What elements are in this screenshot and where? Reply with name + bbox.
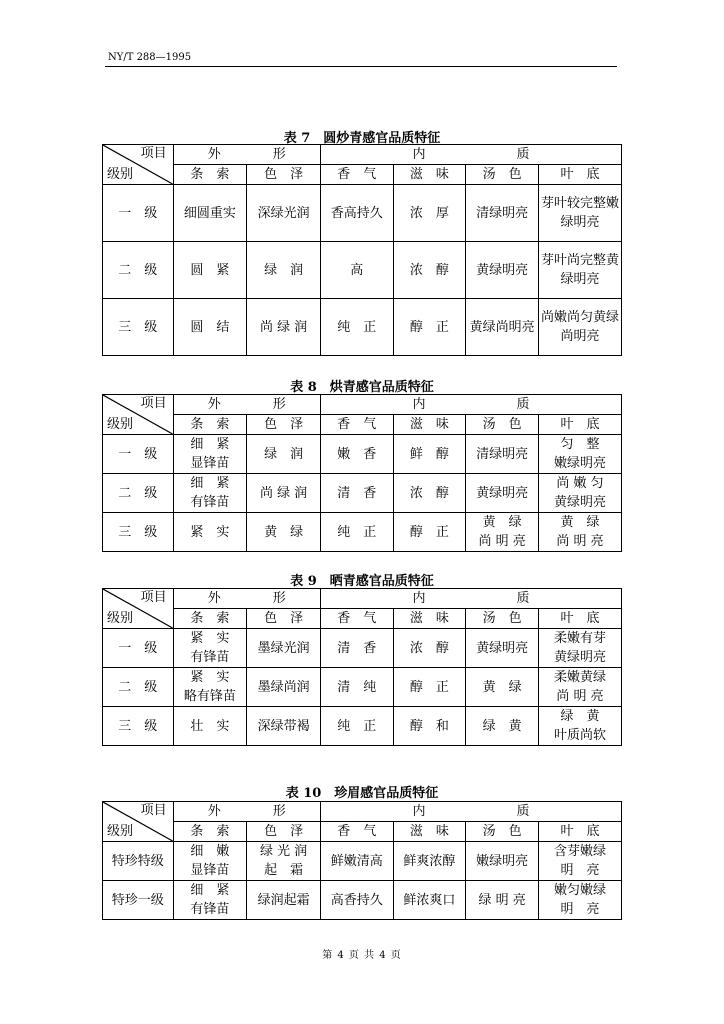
table-cell: 圆 紧: [173, 242, 247, 299]
intrinsic-header: 内 质: [320, 145, 621, 165]
document-code: NY/T 288—1995: [108, 52, 192, 63]
table-cell: 纯 正: [320, 513, 393, 552]
column-header: 香 气: [320, 165, 393, 185]
subheader-row: [103, 609, 622, 629]
table-cell: 浓 醇: [393, 242, 466, 299]
column-header: 香 气: [320, 609, 393, 629]
table-row: [103, 842, 622, 881]
appearance-header: 外 形: [173, 395, 320, 415]
table-cell: 清绿明亮: [466, 435, 539, 474]
table-cell: 清 香: [320, 629, 393, 668]
intrinsic-header: 内 质: [320, 589, 621, 609]
table-row: [103, 185, 622, 242]
table-cell: 紧 实: [173, 513, 247, 552]
item-label: 项目: [140, 146, 167, 161]
table-cell: 鲜嫩清高: [320, 842, 393, 881]
grade-label: 级别: [107, 167, 134, 182]
grade-label: 级别: [107, 611, 134, 626]
column-header: 香 气: [320, 822, 393, 842]
grade-cell: 二 级: [103, 474, 174, 513]
table-cell: 细圆重实: [173, 185, 247, 242]
table-cell: 尚 绿 润: [247, 474, 321, 513]
table-cell: 绿 黄 叶质尚软: [538, 707, 621, 746]
table-cell: 醇 正: [393, 299, 466, 356]
column-header: 叶 底: [538, 609, 621, 629]
table-cell: 细 嫩 显锋苗: [173, 842, 247, 881]
table-cell: 墨绿光润: [247, 629, 321, 668]
header-row: [103, 145, 622, 165]
grade-cell: 二 级: [103, 668, 174, 707]
grade-label: 级别: [107, 417, 134, 432]
table-caption: 表 10 珍眉感官品质特征: [285, 786, 439, 801]
table-cell: 黄 绿 尚 明 亮: [466, 513, 539, 552]
column-header: 滋 味: [393, 165, 466, 185]
table-row: [103, 629, 622, 668]
table-row: [103, 881, 622, 920]
grade-cell: 一 级: [103, 629, 174, 668]
table-cell: 尚嫩尚匀黄绿尚明亮: [538, 299, 621, 356]
table-cell: 圆 结: [173, 299, 247, 356]
grade-cell: 三 级: [103, 513, 174, 552]
table-cell: 黄 绿: [247, 513, 321, 552]
table-cell: 壮 实: [173, 707, 247, 746]
column-header: 汤 色: [466, 165, 539, 185]
table-row: [103, 242, 622, 299]
subheader-row: [103, 415, 622, 435]
column-header: 条 索: [173, 609, 247, 629]
table-cell: 纯 正: [320, 299, 393, 356]
grade-cell: 二 级: [103, 242, 174, 299]
quality-table: [102, 588, 622, 746]
column-header: 叶 底: [538, 822, 621, 842]
table-cell: 黄 绿 尚 明 亮: [538, 513, 621, 552]
column-header: 汤 色: [466, 822, 539, 842]
diagonal-header-cell: [103, 145, 174, 185]
table-cell: 清绿明亮: [466, 185, 539, 242]
table-cell: 清 纯: [320, 668, 393, 707]
column-header: 汤 色: [466, 609, 539, 629]
table-cell: 香高持久: [320, 185, 393, 242]
table-cell: 尚 绿 润: [247, 299, 321, 356]
column-header: 条 索: [173, 415, 247, 435]
appearance-header: 外 形: [173, 802, 320, 822]
table-cell: 鲜浓爽口: [393, 881, 466, 920]
table-cell: 黄 绿: [466, 668, 539, 707]
table-cell: 细 紧 有锋苗: [173, 474, 247, 513]
header-row: [103, 395, 622, 415]
table-cell: 黄绿明亮: [466, 242, 539, 299]
diagonal-header-cell: [103, 589, 174, 629]
subheader-row: [103, 822, 622, 842]
diagonal-header-cell: [103, 395, 174, 435]
column-header: 色 泽: [247, 165, 321, 185]
table-cell: 细 紧 有锋苗: [173, 881, 247, 920]
grade-cell: 一 级: [103, 435, 174, 474]
table-cell: 绿 润: [247, 435, 321, 474]
grade-cell: 特珍一级: [103, 881, 174, 920]
table-cell: 绿 黄: [466, 707, 539, 746]
column-header: 色 泽: [247, 415, 321, 435]
column-header: 色 泽: [247, 609, 321, 629]
intrinsic-header: 内 质: [320, 395, 621, 415]
item-label: 项目: [140, 803, 167, 818]
diagonal-header-cell: [103, 802, 174, 842]
table-cell: 高香持久: [320, 881, 393, 920]
table-cell: 黄绿明亮: [466, 629, 539, 668]
header-rule: [105, 66, 617, 67]
column-header: 色 泽: [247, 822, 321, 842]
table-cell: 尚 嫩 匀 黄绿明亮: [538, 474, 621, 513]
table-cell: 醇 正: [393, 513, 466, 552]
subheader-row: [103, 165, 622, 185]
table-cell: 匀 整 嫩绿明亮: [538, 435, 621, 474]
table-cell: 纯 正: [320, 707, 393, 746]
column-header: 滋 味: [393, 415, 466, 435]
table-row: [103, 435, 622, 474]
intrinsic-header: 内 质: [320, 802, 621, 822]
table-cell: 墨绿尚润: [247, 668, 321, 707]
page-footer: 第 4 页 共 4 页: [322, 950, 402, 961]
table-cell: 芽叶尚完整黄绿明亮: [538, 242, 621, 299]
table-cell: 嫩绿明亮: [466, 842, 539, 881]
column-header: 条 索: [173, 822, 247, 842]
grade-label: 级别: [107, 824, 134, 839]
table-cell: 高: [320, 242, 393, 299]
table-row: [103, 707, 622, 746]
quality-table: [102, 801, 622, 920]
table-cell: 柔嫩有芽 黄绿明亮: [538, 629, 621, 668]
header-row: [103, 802, 622, 822]
grade-cell: 三 级: [103, 707, 174, 746]
item-label: 项目: [140, 396, 167, 411]
appearance-header: 外 形: [173, 589, 320, 609]
column-header: 滋 味: [393, 822, 466, 842]
table-cell: 柔嫩黄绿 尚 明 亮: [538, 668, 621, 707]
table-cell: 鲜爽浓醇: [393, 842, 466, 881]
grade-cell: 一 级: [103, 185, 174, 242]
column-header: 叶 底: [538, 165, 621, 185]
appearance-header: 外 形: [173, 145, 320, 165]
table-cell: 鲜 醇: [393, 435, 466, 474]
table-cell: 嫩 香: [320, 435, 393, 474]
table-cell: 浓 醇: [393, 629, 466, 668]
table-caption: 表 8 烘青感官品质特征: [290, 380, 434, 395]
table-cell: 嫩匀嫩绿 明 亮: [538, 881, 621, 920]
table-cell: 深绿光润: [247, 185, 321, 242]
table-cell: 细 紧 显锋苗: [173, 435, 247, 474]
table-cell: 绿润起霜: [247, 881, 321, 920]
table-cell: 醇 正: [393, 668, 466, 707]
quality-table: [102, 394, 622, 552]
table-cell: 黄绿明亮: [466, 474, 539, 513]
quality-table: [102, 144, 622, 356]
table-cell: 芽叶较完整嫩绿明亮: [538, 185, 621, 242]
table-cell: 黄绿尚明亮: [466, 299, 539, 356]
column-header: 滋 味: [393, 609, 466, 629]
table-cell: 醇 和: [393, 707, 466, 746]
table-cell: 浓 厚: [393, 185, 466, 242]
table-cell: 紧 实 有锋苗: [173, 629, 247, 668]
table-cell: 绿 润: [247, 242, 321, 299]
column-header: 香 气: [320, 415, 393, 435]
table-cell: 绿 光 润 起 霜: [247, 842, 321, 881]
table-cell: 紧 实 略有锋苗: [173, 668, 247, 707]
item-label: 项目: [140, 590, 167, 605]
header-row: [103, 589, 622, 609]
grade-cell: 三 级: [103, 299, 174, 356]
table-row: [103, 668, 622, 707]
table-caption: 表 9 晒青感官品质特征: [290, 574, 434, 589]
table-cell: 含芽嫩绿 明 亮: [538, 842, 621, 881]
column-header: 条 索: [173, 165, 247, 185]
grade-cell: 特珍特级: [103, 842, 174, 881]
table-cell: 清 香: [320, 474, 393, 513]
table-row: [103, 299, 622, 356]
table-cell: 绿 明 亮: [466, 881, 539, 920]
table-cell: 浓 醇: [393, 474, 466, 513]
column-header: 叶 底: [538, 415, 621, 435]
table-row: [103, 474, 622, 513]
table-caption: 表 7 圆炒青感官品质特征: [283, 131, 441, 146]
table-row: [103, 513, 622, 552]
column-header: 汤 色: [466, 415, 539, 435]
table-cell: 深绿带褐: [247, 707, 321, 746]
